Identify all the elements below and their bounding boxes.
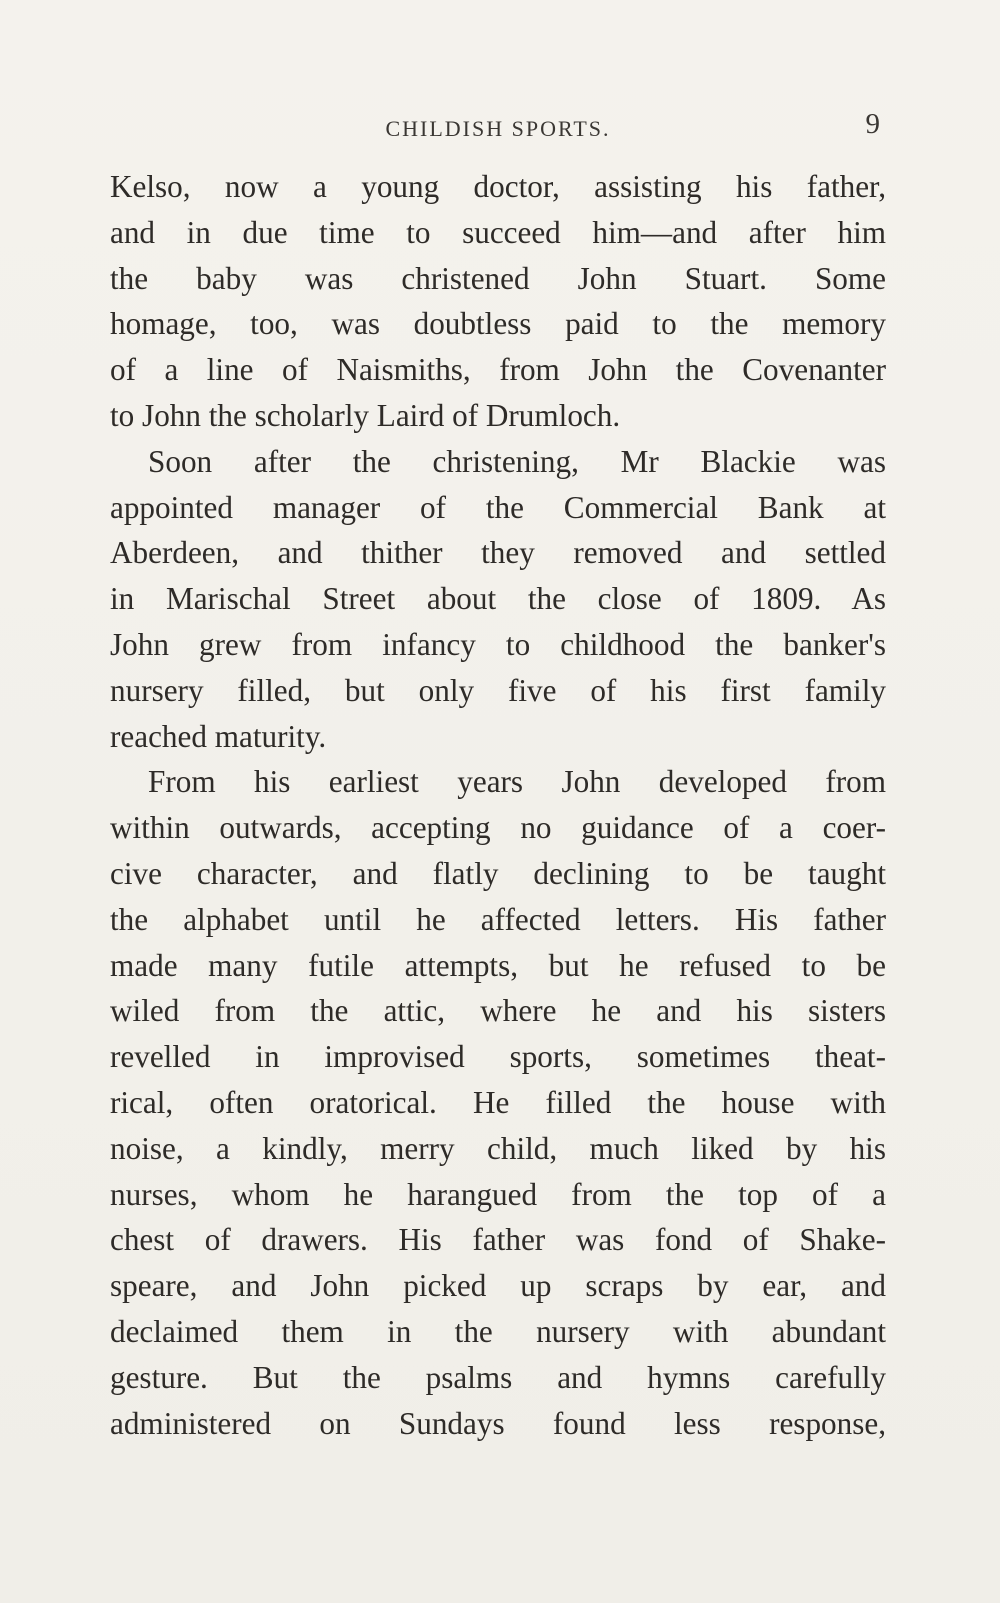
paragraph-2 [110,439,886,760]
text-line: nursery filled, but only five of his first family [110,672,886,708]
text-line: of a line of Naismiths, from John the Covenanter [110,352,886,388]
text-line: speare, and John picked up scraps by ear, and [110,1268,886,1304]
text-line: From his earliest years John developed from [148,764,886,800]
text-line: nurses, whom he harangued from the top of a [110,1176,886,1212]
text-line: Kelso, now a young doctor, assisting his father, [110,169,886,204]
text-line: cive character, and flatly declining to be taught [110,855,886,891]
text-line: homage, too, was doubtless paid to the memory [110,306,886,342]
text-line: Aberdeen, and thither they removed and settled [110,535,886,571]
running-title: CHILDISH SPORTS. [385,116,611,141]
text-line: and in due time to succeed him—and after him [110,214,886,250]
text-line: made many futile attempts, but he refused to be [110,947,886,983]
paragraph-1 [110,164,886,439]
text-line: John grew from infancy to childhood the banker's [110,626,886,662]
text-line: to John the scholarly Laird of Drumloch. [110,397,621,433]
text-line: gesture. But the psalms and hymns carefully [110,1359,886,1395]
text-line: the alphabet until he affected letters. His father [110,901,886,937]
page-number: 9 [865,108,880,140]
text-line: wiled from the attic, where he and his sisters [110,993,886,1029]
text-line: within outwards, accepting no guidance of a coer- [110,810,886,846]
text-line: Soon after the christening, Mr Blackie was [148,443,886,479]
text-line: administered on Sundays found less response, [110,1405,886,1441]
text-line: appointed manager of the Commercial Bank at [110,489,886,525]
running-head [110,108,886,148]
text-line: in Marischal Street about the close of 1809. As [110,581,886,617]
body-text [110,164,886,1446]
text-line: chest of drawers. His father was fond of Shake- [110,1222,886,1258]
text-line: reached maturity. [110,718,327,754]
text-line: noise, a kindly, merry child, much liked by his [110,1130,886,1166]
paragraph-3 [110,759,886,1446]
text-line: the baby was christened John Stuart. Some [110,260,886,296]
text-line: declaimed them in the nursery with abundant [110,1313,886,1349]
text-line: revelled in improvised sports, sometimes theat- [110,1039,886,1075]
text-line: rical, often oratorical. He filled the house with [110,1084,886,1120]
